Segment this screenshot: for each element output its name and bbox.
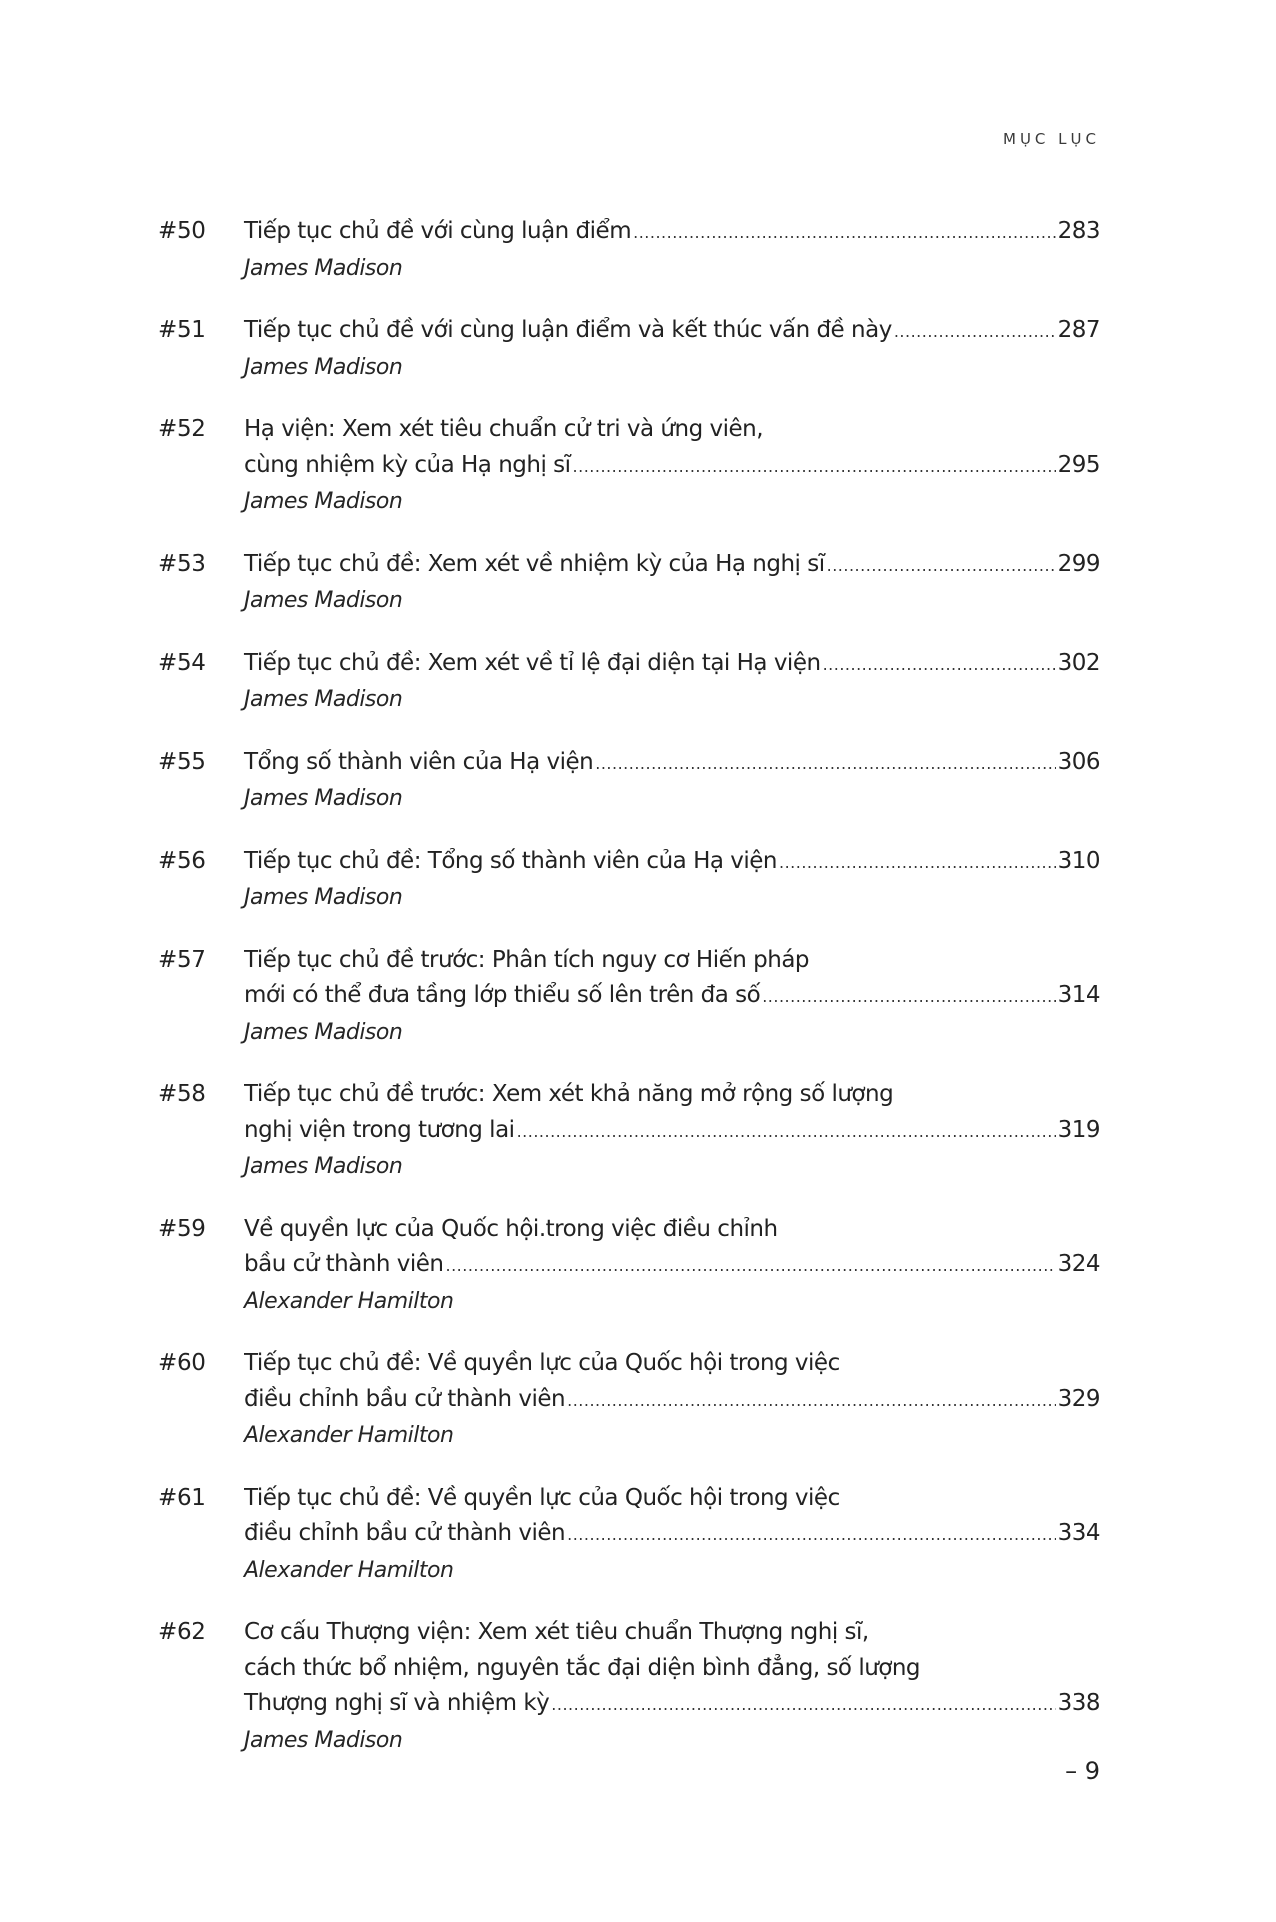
chapter-number: #53 [158,550,206,577]
chapter-number: #56 [158,847,206,874]
chapter-title-line [244,978,1100,1015]
page-number: 324 [1057,1251,1100,1277]
chapter-number: #62 [158,1619,206,1645]
author: James Madison [244,354,403,380]
entry-body [244,547,1100,619]
chapter-title-line [244,448,1100,485]
chapter-title-line [244,313,1100,350]
chapter-title: điều chỉnh bầu cử thành viên [244,1385,566,1412]
dot-leader [823,647,1056,683]
toc-entry[interactable] [158,214,1100,286]
chapter-title: Tiếp tục chủ đề: Xem xét về nhiệm kỳ của Hạ nghị sĩ [244,550,825,577]
entry-body [244,1346,1100,1454]
chapter-title: Tiếp tục chủ đề: Xem xét về tỉ lệ đại diện tại Hạ viện [244,649,821,676]
chapter-number: #55 [158,748,206,775]
dot-leader [779,845,1056,881]
author: Alexander Hamilton [244,1557,454,1583]
page-number: 283 [1057,218,1100,244]
chapter-title: cách thức bổ nhiệm, nguyên tắc đại diện bình đẳng, số lượng [244,1654,921,1681]
chapter-number: #61 [158,1484,206,1511]
chapter-title: cùng nhiệm kỳ của Hạ nghị sĩ [244,451,571,478]
chapter-title: Tiếp tục chủ đề: Về quyền lực của Quốc hội trong việc [244,1350,840,1376]
author: James Madison [244,1727,403,1753]
page-number: 302 [1057,649,1100,676]
dot-leader [894,314,1056,350]
entry-body [244,943,1100,1051]
chapter-title: Về quyền lực của Quốc hội.trong việc điều chỉnh [244,1215,778,1242]
toc-entry[interactable] [158,547,1100,619]
chapter-number: #59 [158,1215,206,1242]
dot-leader [446,1248,1056,1284]
dot-leader [551,1687,1055,1723]
chapter-title-line [244,646,1100,683]
chapter-number: #58 [158,1081,206,1107]
chapter-title: Tiếp tục chủ đề với cùng luận điểm [244,218,632,244]
page-number: 310 [1057,847,1100,874]
chapter-number: #51 [158,317,206,343]
author: Alexander Hamilton [244,1288,454,1314]
entry-body [244,214,1100,286]
author: James Madison [244,255,403,281]
chapter-title-line [244,547,1100,584]
entry-body [244,745,1100,817]
entry-body [244,412,1100,520]
chapter-number: #57 [158,946,206,973]
chapter-title: Thượng nghị sĩ và nhiệm kỳ [244,1690,550,1716]
chapter-title-line [244,745,1100,782]
chapter-title: Tiếp tục chủ đề: Tổng số thành viên của Hạ viện [244,847,777,874]
chapter-title-line [244,1686,1100,1723]
chapter-title: bầu cử thành viên [244,1251,444,1277]
chapter-title: điều chỉnh bầu cử thành viên [244,1520,566,1546]
toc-entry[interactable] [158,1481,1100,1589]
toc-entry[interactable] [158,1346,1100,1454]
toc-entry[interactable] [158,313,1100,385]
author: James Madison [244,786,403,811]
page-number: 287 [1057,317,1100,343]
dot-leader [517,1114,1056,1150]
chapter-title: Tổng số thành viên của Hạ viện [244,748,594,775]
author: James Madison [244,489,403,514]
chapter-title: Tiếp tục chủ đề: Về quyền lực của Quốc hội trong việc [244,1484,840,1511]
page-number: 334 [1057,1520,1100,1546]
toc-entry[interactable] [158,844,1100,916]
page-number: 338 [1057,1690,1100,1716]
chapter-title: Tiếp tục chủ đề với cùng luận điểm và kết thúc vấn đề này [244,317,892,343]
dot-leader [762,979,1055,1015]
dot-leader [633,215,1055,251]
toc-entry[interactable] [158,1077,1100,1185]
entry-body [244,1615,1100,1758]
toc-entry[interactable] [158,1615,1100,1758]
chapter-title: Cơ cấu Thượng viện: Xem xét tiêu chuẩn Thượng nghị sĩ, [244,1619,869,1645]
author: James Madison [244,1019,403,1045]
author: James Madison [244,1154,403,1179]
chapter-title-line [244,1516,1100,1553]
chapter-number: #60 [158,1350,206,1376]
page-number: 329 [1057,1385,1100,1412]
chapter-title-line [244,1113,1100,1150]
dot-leader [827,548,1056,584]
table-of-contents [158,214,1100,1785]
page-number: 306 [1057,748,1100,775]
chapter-title-line [244,214,1100,251]
toc-entry[interactable] [158,646,1100,718]
dot-leader [567,1383,1055,1419]
entry-body [244,1212,1100,1320]
chapter-title-line [244,1247,1100,1284]
entry-body [244,313,1100,385]
entry-body [244,844,1100,916]
page-number: 319 [1057,1116,1100,1143]
toc-entry[interactable] [158,1212,1100,1320]
page-number: 295 [1057,451,1100,478]
dot-leader [595,746,1055,782]
entry-body [244,1077,1100,1185]
author: James Madison [244,687,403,712]
page-folio: – 9 [1065,1757,1100,1785]
entry-body [244,1481,1100,1589]
chapter-number: #50 [158,218,206,244]
toc-entry[interactable] [158,943,1100,1051]
chapter-title-line [244,1382,1100,1419]
chapter-title: Tiếp tục chủ đề trước: Xem xét khả năng mở rộng số lượng [244,1081,894,1107]
chapter-title: mới có thể đưa tầng lớp thiểu số lên trên đa số [244,982,761,1008]
chapter-number: #54 [158,649,206,676]
author: James Madison [244,885,403,910]
chapter-number: #52 [158,416,206,442]
chapter-title: Tiếp tục chủ đề trước: Phân tích nguy cơ Hiến pháp [244,946,810,973]
author: Alexander Hamilton [244,1423,454,1448]
page-number: 314 [1057,982,1100,1008]
chapter-title-line [244,844,1100,881]
chapter-title: Hạ viện: Xem xét tiêu chuẩn cử tri và ứng viên, [244,416,764,442]
chapter-title: nghị viện trong tương lai [244,1116,515,1143]
dot-leader [567,1517,1055,1553]
entry-body [244,646,1100,718]
dot-leader [573,449,1056,485]
running-head: MỤC LỤC [1003,130,1100,148]
page-number: 299 [1057,550,1100,577]
author: James Madison [244,588,403,613]
toc-entry[interactable] [158,745,1100,817]
toc-entry[interactable] [158,412,1100,520]
